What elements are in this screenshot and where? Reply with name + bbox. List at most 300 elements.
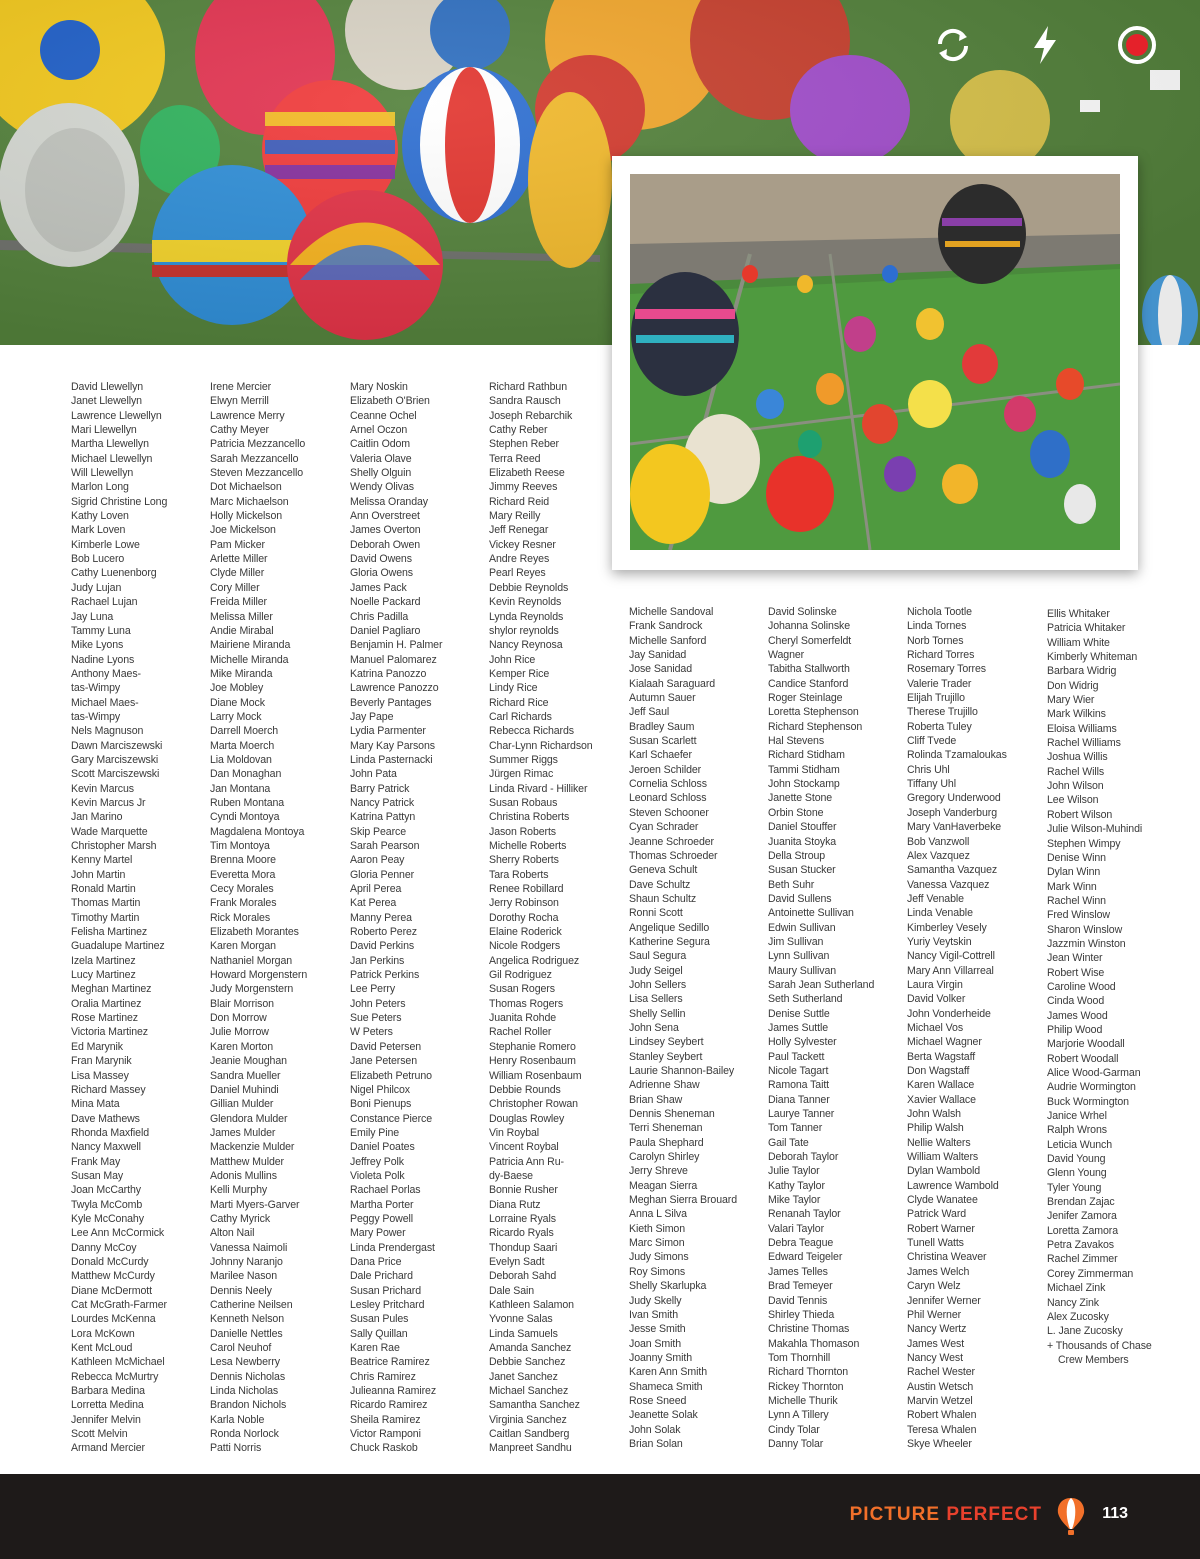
names-column-5 [629, 605, 737, 1451]
name-entry: Lucy Martinez [71, 969, 136, 982]
name-entry: Linda Prendergast [350, 1241, 435, 1254]
name-entry: Chris Uhl [907, 763, 950, 776]
name-entry: Elwyn Merrill [210, 395, 269, 408]
name-entry: Jan Marino [71, 811, 123, 824]
name-entry: Manuel Palomarez [350, 653, 437, 666]
name-entry: John Solak [629, 1423, 681, 1436]
name-entry: Lindy Rice [489, 682, 538, 695]
name-entry: Roy Simons [629, 1265, 686, 1278]
name-entry: Summer Riggs [489, 753, 558, 766]
name-entry: Philip Walsh [907, 1122, 964, 1135]
name-entry: Susan May [71, 1169, 124, 1182]
name-entry: Shirley Thieda [768, 1308, 835, 1321]
name-entry: Mark Wilkins [1047, 708, 1106, 721]
name-entry: Rachael Lujan [71, 596, 138, 609]
name-entry: Chuck Raskob [350, 1442, 418, 1455]
name-entry: Tom Tanner [768, 1122, 823, 1135]
name-entry: Johnny Naranjo [210, 1255, 283, 1268]
name-entry: Janette Stone [768, 792, 833, 805]
name-entry: Ronda Norlock [210, 1428, 279, 1441]
name-entry: Julie Taylor [768, 1165, 820, 1178]
name-entry: Marti Myers-Garver [210, 1198, 300, 1211]
name-entry: Beatrice Ramirez [350, 1356, 430, 1369]
name-entry: Caryn Welz [907, 1280, 961, 1293]
name-entry: Pearl Reyes [489, 567, 546, 580]
name-entry: Thomas Martin [71, 897, 141, 910]
name-entry: Martha Llewellyn [71, 438, 149, 451]
name-entry: Juanita Rohde [489, 1012, 557, 1025]
name-entry: Violeta Polk [350, 1169, 405, 1182]
name-entry: Rebecca Richards [489, 725, 574, 738]
name-entry: Jeff Venable [907, 892, 964, 905]
name-entry: Roberto Perez [350, 926, 418, 939]
name-entry: Tiffany Uhl [907, 778, 956, 791]
name-entry: David Owens [350, 553, 412, 566]
name-entry: Dorothy Rocha [489, 911, 559, 924]
name-entry: Michael Maes- [71, 696, 139, 709]
name-entry: Cyan Schrader [629, 821, 699, 834]
name-entry: David Solinske [768, 606, 837, 618]
name-entry: Jeff Renegar [489, 524, 549, 537]
name-entry: Vanessa Vazquez [907, 878, 990, 891]
name-entry: Caroline Wood [1047, 980, 1116, 993]
name-entry: Melissa Miller [210, 610, 273, 623]
name-entry: Paul Tackett [768, 1050, 825, 1063]
name-entry: Patrick Ward [907, 1208, 967, 1221]
name-entry: Kathy Taylor [768, 1179, 825, 1192]
name-entry: Brian Solan [629, 1437, 683, 1450]
names-column-2 [210, 380, 307, 1456]
name-entry: Brad Temeyer [768, 1280, 833, 1293]
name-entry: Lawrence Wambold [907, 1179, 999, 1192]
names-column-3 [350, 380, 442, 1456]
name-entry: Ann Overstreet [350, 510, 420, 523]
name-entry: Dawn Marciszewski [71, 739, 163, 752]
name-entry: Maury Sullivan [768, 964, 837, 977]
name-entry: Jose Sanidad [629, 663, 692, 676]
name-entry: Susan Scarlett [629, 735, 697, 748]
name-entry: Gregory Underwood [907, 792, 1001, 805]
name-entry: Jesse Smith [629, 1323, 686, 1336]
name-entry: Jan Montana [210, 782, 271, 795]
name-entry: Roger Steinlage [768, 692, 843, 705]
name-entry: Shelly Sellin [629, 1007, 686, 1020]
name-entry: Glenn Young [1047, 1167, 1107, 1180]
name-entry: Scott Melvin [71, 1428, 128, 1441]
name-entry: Deborah Owen [350, 538, 421, 551]
name-entry: Everetta Mora [210, 868, 276, 881]
name-entry: Joe Mobley [210, 682, 264, 695]
name-entry: Robert Warner [907, 1222, 975, 1235]
name-entry: Joan Smith [629, 1337, 681, 1350]
name-entry: Sherry Roberts [489, 854, 559, 867]
name-entry: Evelyn Sadt [489, 1255, 545, 1268]
name-entry: Laurie Shannon-Bailey [629, 1065, 735, 1077]
name-entry: Jerry Shreve [629, 1165, 688, 1178]
name-entry: April Perea [350, 883, 402, 896]
name-entry: Elizabeth Reese [489, 467, 565, 480]
name-entry: Debra Teague [768, 1237, 834, 1250]
name-entry: Chris Ramirez [350, 1370, 416, 1383]
name-entry: James Overton [350, 524, 421, 537]
name-entry: Sandra Rausch [489, 395, 561, 408]
name-entry: Rachel Roller [489, 1026, 552, 1039]
name-entry: Holly Mickelson [210, 510, 283, 523]
name-entry: Kevin Marcus Jr [71, 796, 146, 809]
name-entry: Karla Noble [210, 1413, 265, 1426]
name-entry: John Peters [350, 997, 406, 1010]
page-footer [0, 1474, 1200, 1559]
name-entry: Orbin Stone [768, 806, 824, 819]
name-entry: Sigrid Christine Long [71, 495, 168, 508]
name-entry: Shelly Skarlupka [629, 1280, 707, 1293]
name-entry: Peggy Powell [350, 1212, 413, 1225]
name-entry: John Walsh [907, 1108, 961, 1121]
name-entry: Jeffrey Polk [350, 1155, 404, 1168]
name-entry: Julie Morrow [210, 1026, 269, 1039]
name-entry: Michael Wagner [907, 1036, 982, 1049]
name-entry: Alex Vazquez [907, 849, 970, 862]
name-entry: Mary Ann Villarreal [907, 964, 994, 977]
name-entry: Douglas Rowley [489, 1112, 565, 1125]
name-entry: Christina Roberts [489, 811, 570, 824]
name-entry: Nels Magnuson [71, 725, 144, 738]
name-entry: Jeanette Solak [629, 1409, 698, 1422]
name-entry: Sheila Ramirez [350, 1413, 421, 1426]
name-entry: Kat Perea [350, 897, 397, 910]
name-entry: Arlette Miller [210, 553, 268, 566]
name-entry: Kemper Rice [489, 667, 550, 680]
name-entry: Kevin Marcus [71, 782, 134, 795]
name-entry: Skye Wheeler [907, 1437, 972, 1450]
name-entry: Brenna Moore [210, 854, 276, 867]
name-entry: Rick Morales [210, 911, 271, 924]
name-entry: Arnel Oczon [350, 424, 408, 437]
refresh-icon[interactable] [930, 22, 976, 68]
name-entry: Candice Stanford [768, 677, 849, 690]
name-entry: Armand Mercier [71, 1442, 145, 1455]
name-entry: Char-Lynn Richardson [489, 739, 593, 752]
name-entry: Shaun Schultz [629, 892, 697, 905]
name-entry: Ellis Whitaker [1047, 608, 1110, 620]
name-entry: Kyle McConahy [71, 1212, 144, 1225]
name-entry: Carl Richards [489, 710, 552, 723]
name-entry: Michael Vos [907, 1021, 964, 1034]
name-entry: Clyde Miller [210, 567, 265, 580]
name-entry: Angelique Sedillo [629, 921, 710, 934]
name-entry: Saul Segura [629, 950, 687, 963]
name-entry: Jay Pape [350, 710, 394, 723]
name-entry: Scott Marciszewski [71, 768, 160, 781]
name-entry: Cory Miller [210, 581, 260, 594]
name-entry: Glendora Mulder [210, 1112, 288, 1125]
name-entry: Patrick Perkins [350, 969, 420, 982]
name-entry: Michelle Thurik [768, 1394, 838, 1407]
name-entry: Vickey Resner [489, 538, 556, 551]
name-entry: Virginia Sanchez [489, 1413, 567, 1426]
name-entry: Nathaniel Morgan [210, 954, 293, 967]
name-entry: Lesley Pritchard [350, 1299, 425, 1311]
name-entry: Stephen Reber [489, 438, 559, 451]
name-entry: Tammy Luna [71, 624, 131, 637]
name-entry: Jenifer Zamora [1047, 1210, 1117, 1223]
name-entry: Sandra Mueller [210, 1069, 281, 1082]
name-entry: Jeff Saul [629, 706, 670, 719]
name-entry: Kenneth Nelson [210, 1313, 284, 1326]
name-entry: Rachel Wester [907, 1366, 975, 1379]
name-entry: Sarah Jean Sutherland [768, 978, 875, 991]
section-brand [850, 1504, 1042, 1526]
name-entry: Rose Sneed [629, 1394, 687, 1407]
name-entry: Richard Reid [489, 495, 550, 508]
name-entry: Yuriy Veytskin [907, 935, 972, 948]
name-entry: Mike Lyons [71, 639, 124, 652]
name-entry: Michelle Miranda [210, 653, 289, 666]
name-entry: Melissa Oranday [350, 495, 428, 508]
name-entry: Carolyn Shirley [629, 1151, 700, 1164]
name-entry: Edwin Sullivan [768, 921, 836, 934]
name-entry: Amanda Sanchez [489, 1342, 572, 1355]
name-entry: Dale Sain [489, 1284, 535, 1297]
name-entry: Joshua Willis [1047, 751, 1108, 764]
name-entry: Mike Taylor [768, 1194, 821, 1207]
name-entry: Ramona Taitt [768, 1079, 830, 1092]
name-entry: Judy Simons [629, 1251, 689, 1264]
name-entry: Michael Sanchez [489, 1385, 569, 1398]
name-entry: Mary Kay Parsons [350, 739, 435, 752]
name-entry: Caitlan Sandberg [489, 1428, 570, 1441]
name-entry: Frank Sandrock [629, 620, 703, 633]
name-entry: Jeanie Moughan [210, 1055, 287, 1068]
name-entry: Valari Taylor [768, 1222, 825, 1235]
name-entry: Nancy Vigil-Cottrell [907, 950, 995, 963]
name-entry: Austin Wetsch [907, 1380, 974, 1393]
name-entry: Thomas Rogers [489, 997, 564, 1010]
name-entry: Anthony Maes- [71, 667, 141, 680]
name-entry: Richard Rathbun [489, 381, 567, 393]
name-entry: Mary Power [350, 1227, 406, 1240]
name-entry: Lynn A Tillery [768, 1409, 829, 1422]
name-entry: Ed Marynik [71, 1040, 123, 1053]
name-entry: Kathy Loven [71, 510, 129, 523]
name-entry: Darrell Moerch [210, 725, 279, 738]
name-entry: shylor reynolds [489, 624, 559, 637]
name-entry: Robert Wilson [1047, 808, 1113, 821]
name-entry: Karen Morgan [210, 940, 276, 953]
name-entry: Cyndi Montoya [210, 811, 280, 824]
name-entry: Catherine Neilsen [210, 1299, 293, 1311]
name-entry: Jerry Robinson [489, 897, 559, 910]
name-entry: Marlon Long [71, 481, 129, 494]
name-entry: Jane Petersen [350, 1055, 418, 1068]
name-entry: Tammi Stidham [768, 763, 840, 776]
name-entry: Cathy Myrick [210, 1212, 271, 1225]
name-entry: Daniel Stouffer [768, 821, 837, 834]
name-entry: Kimberle Lowe [71, 538, 140, 551]
name-entry: Diane Mock [210, 696, 265, 709]
name-entry: Noelle Packard [350, 596, 421, 609]
name-entry: Henry Rosenbaum [489, 1055, 576, 1068]
name-entry: Mary Reilly [489, 510, 541, 523]
name-entry: Mark Winn [1047, 880, 1097, 893]
name-entry: Samantha Sanchez [489, 1399, 580, 1412]
flash-icon[interactable] [1022, 22, 1068, 68]
name-entry: Alice Wood-Garman [1047, 1067, 1141, 1079]
name-entry: Michelle Sanford [629, 634, 707, 647]
name-entry: John Pata [350, 768, 397, 781]
name-entry: Elizabeth Morantes [210, 926, 299, 939]
name-entry: Katrina Pattyn [350, 811, 416, 824]
name-entry: Marc Michaelson [210, 495, 289, 508]
name-entry: Kimberly Whiteman [1047, 651, 1138, 664]
name-entry: Katrina Panozzo [350, 667, 427, 680]
name-entry: Joseph Rebarchik [489, 409, 573, 422]
name-entry: Don Widrig [1047, 679, 1099, 692]
name-entry: Rachel Williams [1047, 737, 1121, 750]
name-entry: Xavier Wallace [907, 1093, 976, 1106]
name-entry: Lia Moldovan [210, 753, 272, 766]
name-entry: Lora McKown [71, 1327, 135, 1340]
name-entry: Richard Massey [71, 1083, 146, 1096]
name-entry: Michelle Sandoval [629, 606, 714, 618]
name-entry: Leonard Schloss [629, 792, 707, 805]
name-entry: Kathleen Salamon [489, 1299, 574, 1311]
name-entry: Bob Lucero [71, 553, 125, 566]
name-entry: Mark Loven [71, 524, 126, 537]
name-entry: Karen Rae [350, 1342, 400, 1355]
name-entry: Jay Luna [71, 610, 114, 623]
name-entry: Richard Rice [489, 696, 549, 709]
name-entry: Meghan Martinez [71, 983, 152, 996]
names-column-7 [907, 605, 1007, 1451]
name-entry: Susan Pules [350, 1313, 409, 1326]
name-entry: Antoinette Sullivan [768, 907, 854, 920]
name-entry: Joanny Smith [629, 1351, 692, 1364]
name-entry: Philip Wood [1047, 1023, 1103, 1036]
name-entry: Don Wagstaff [907, 1065, 970, 1077]
name-entry: Cathy Meyer [210, 424, 269, 437]
name-entry: Jennifer Werner [907, 1294, 981, 1307]
name-entry: Patricia Ann Ru- [489, 1155, 564, 1168]
name-entry: Brandon Nichols [210, 1399, 287, 1412]
name-entry: Terri Sheneman [629, 1122, 703, 1135]
name-entry: Alton Nail [210, 1227, 255, 1240]
name-entry: Linda Nicholas [210, 1385, 279, 1398]
name-entry: Gloria Owens [350, 567, 413, 580]
name-entry: William Rosenbaum [489, 1069, 582, 1082]
name-entry: Kathleen McMichael [71, 1356, 165, 1369]
name-entry: Christopher Rowan [489, 1098, 578, 1111]
name-entry: Rachel Wills [1047, 765, 1105, 778]
name-entry: Rolinda Tzamaloukas [907, 749, 1007, 762]
name-entry: Bonnie Rusher [489, 1184, 558, 1197]
name-entry: Victor Ramponi [350, 1428, 421, 1441]
name-entry: Laurye Tanner [768, 1108, 835, 1121]
name-entry: Geneva Schult [629, 864, 698, 877]
name-entry: Elizabeth Petruno [350, 1069, 432, 1082]
name-entry: John Wilson [1047, 780, 1104, 793]
name-entry: Joseph Vanderburg [907, 806, 997, 819]
name-entry: Mary Wier [1047, 694, 1095, 707]
name-entry: Dylan Wambold [907, 1165, 981, 1178]
name-entry: Marjorie Woodall [1047, 1038, 1125, 1051]
name-entry: Phil Werner [907, 1308, 962, 1321]
name-entry: Lee Ann McCormick [71, 1227, 165, 1240]
name-entry: Ronald Martin [71, 883, 136, 896]
name-entry: Robert Woodall [1047, 1052, 1119, 1065]
name-entry: Martha Porter [350, 1198, 414, 1211]
name-entry: Gillian Mulder [210, 1098, 274, 1111]
name-entry: Janet Sanchez [489, 1370, 558, 1383]
name-entry: William White [1047, 636, 1110, 649]
name-entry: + Thousands of Chase [1047, 1339, 1152, 1352]
name-entry: Wendy Olivas [350, 481, 414, 494]
name-entry: Lee Perry [350, 983, 396, 996]
name-entry: Meghan Sierra Brouard [629, 1194, 738, 1207]
name-entry: Eloisa Williams [1047, 722, 1117, 735]
name-entry: Berta Wagstaff [907, 1050, 976, 1063]
name-entry: Cliff Tvede [907, 735, 957, 748]
name-entry: Kevin Reynolds [489, 596, 562, 609]
name-entry: Denise Winn [1047, 851, 1106, 864]
name-entry: Seth Sutherland [768, 993, 843, 1006]
name-entry: Audrie Wormington [1047, 1081, 1136, 1094]
name-entry: Stanley Seybert [629, 1050, 703, 1063]
name-entry: Jürgen Rimac [489, 768, 554, 781]
name-entry: Lisa Massey [71, 1069, 129, 1082]
name-entry: Patricia Mezzancello [210, 438, 306, 451]
name-entry: Daniel Pagliaro [350, 624, 421, 637]
name-entry: Tara Roberts [489, 868, 549, 881]
name-entry: Danny McCoy [71, 1241, 137, 1254]
name-entry: Danny Tolar [768, 1437, 824, 1450]
name-entry: Manpreet Sandhu [489, 1442, 572, 1455]
record-icon[interactable] [1114, 22, 1160, 68]
name-entry: Nancy Maxwell [71, 1141, 141, 1154]
name-entry: Meagan Sierra [629, 1179, 698, 1192]
name-entry: Dennis Nicholas [210, 1370, 286, 1383]
name-entry: Renee Robillard [489, 883, 564, 896]
name-entry: Julie Wilson-Muhindi [1047, 823, 1143, 836]
name-entry: Cinda Wood [1047, 995, 1105, 1008]
name-entry: Sarah Mezzancello [210, 452, 299, 465]
name-entry: Ruben Montana [210, 796, 285, 809]
name-entry: Guadalupe Martinez [71, 940, 165, 953]
name-entry: William Walters [907, 1151, 979, 1164]
name-entry: Stephen Wimpy [1047, 837, 1121, 850]
name-entry: Frank May [71, 1155, 121, 1168]
name-entry: W Peters [350, 1026, 393, 1039]
name-entry: Anna L Silva [629, 1208, 687, 1221]
name-entry: Nancy West [907, 1351, 963, 1364]
name-entry: Christine Thomas [768, 1323, 850, 1336]
name-entry: James Welch [907, 1265, 970, 1278]
name-entry: Oralia Martinez [71, 997, 142, 1010]
name-entry: Susan Robaus [489, 796, 558, 809]
name-entry: Nigel Philcox [350, 1083, 410, 1096]
name-entry: David Sullens [768, 892, 832, 905]
name-entry: Rhonda Maxfield [71, 1126, 149, 1139]
name-entry: Autumn Sauer [629, 692, 696, 705]
name-entry: Sarah Pearson [350, 840, 420, 852]
name-entry: Mary VanHaverbeke [907, 821, 1002, 834]
names-column-6 [768, 605, 874, 1451]
name-entry: Kelli Murphy [210, 1184, 268, 1197]
name-entry: Benjamin H. Palmer [350, 639, 443, 652]
name-entry: Mackenzie Mulder [210, 1141, 295, 1154]
name-entry: Christina Weaver [907, 1251, 987, 1264]
name-entry: Dennis Neely [210, 1284, 272, 1297]
